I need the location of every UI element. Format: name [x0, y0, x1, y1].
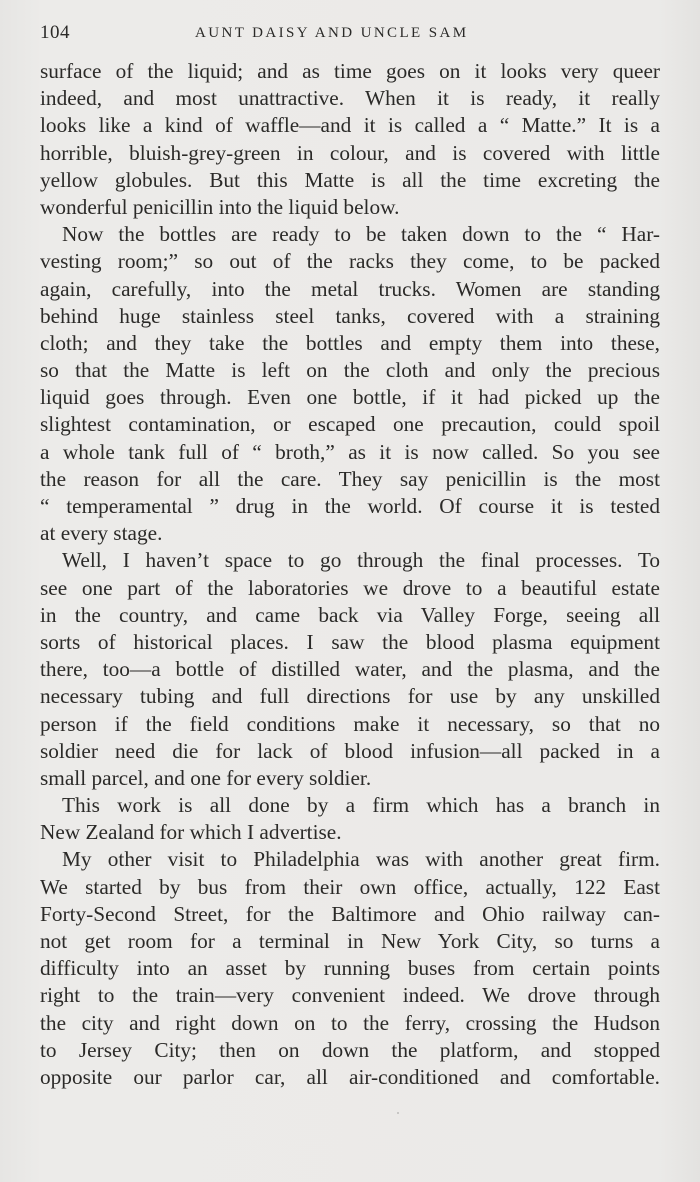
text-line: Well, I haven’t space to go through the final processes. To — [62, 548, 660, 573]
running-head — [40, 20, 660, 48]
text-line: looks like a kind of waffle—and it is called a “ Matte.” It is a — [40, 113, 660, 138]
text-line: person if the field conditions make it necessary, so that no — [40, 711, 660, 736]
text-line: yellow globules. But this Matte is all the time excreting the — [40, 167, 660, 192]
text-line: horrible, bluish-grey-green in colour, and is covered with little — [40, 140, 660, 165]
text-line: see one part of the laboratories we drove to a beautiful estate — [40, 575, 660, 600]
text-line: small parcel, and one for every soldier. — [40, 765, 372, 790]
text-line: difficulty into an asset by running buses from certain points — [40, 956, 660, 981]
text-line: a whole tank full of “ broth,” as it is now called. So you see — [40, 439, 660, 464]
text-line: right to the train—very convenient indeed. We drove through — [40, 983, 660, 1008]
text-line: surface of the liquid; and as time goes on it looks very queer — [40, 59, 660, 83]
text-line: slightest contamination, or escaped one precaution, could spoil — [40, 412, 660, 437]
text-line: wonderful penicillin into the liquid below. — [40, 194, 400, 219]
text-line: so that the Matte is left on the cloth and only the precious — [40, 358, 660, 383]
running-title: AUNT DAISY AND UNCLE SAM — [195, 25, 469, 41]
text-line: Forty-Second Street, for the Baltimore and Ohio railway can- — [40, 901, 660, 926]
text-line: indeed, and most unattractive. When it is ready, it really — [40, 86, 660, 111]
text-line: “ temperamental ” drug in the world. Of course it is tested — [40, 494, 660, 518]
text-line: liquid goes through. Even one bottle, if it had picked up the — [40, 385, 660, 410]
text-line: the reason for all the care. They say penicillin is the most — [40, 466, 660, 491]
paper-speck — [397, 1112, 399, 1114]
text-line: the city and right down on to the ferry, crossing the Hudson — [40, 1010, 660, 1035]
text-line: to Jersey City; then on down the platform, and stopped — [40, 1037, 660, 1062]
body-text — [40, 58, 660, 1091]
text-line: opposite our parlor car, all air-conditioned and comfortable. — [40, 1064, 660, 1089]
text-line: at every stage. — [40, 521, 163, 546]
text-line: behind huge stainless steel tanks, covered with a straining — [40, 303, 660, 328]
text-line: necessary tubing and full directions for use by any unskilled — [40, 684, 660, 709]
text-line: vesting room;” so out of the racks they come, to be packed — [40, 249, 660, 274]
text-line: in the country, and came back via Valley Forge, seeing all — [40, 602, 660, 627]
text-line: cloth; and they take the bottles and empty them into these, — [40, 330, 660, 355]
text-line: Now the bottles are ready to be taken down to the “ Har- — [62, 222, 660, 247]
text-line: My other visit to Philadelphia was with another great firm. — [62, 847, 660, 872]
text-line: soldier need die for lack of blood infusion—all packed in a — [40, 738, 660, 763]
text-line: This work is all done by a firm which has a branch in — [62, 793, 660, 818]
text-line: not get room for a terminal in New York City, so turns a — [40, 929, 660, 953]
text-line: sorts of historical places. I saw the blood plasma equipment — [40, 629, 660, 654]
text-line: New Zealand for which I advertise. — [40, 820, 342, 845]
text-line: there, too—a bottle of distilled water, and the plasma, and the — [40, 657, 660, 682]
page-number: 104 — [40, 22, 70, 43]
text-line: again, carefully, into the metal trucks. Women are standing — [40, 276, 660, 301]
text-line: We started by bus from their own office, actually, 122 East — [40, 874, 660, 899]
